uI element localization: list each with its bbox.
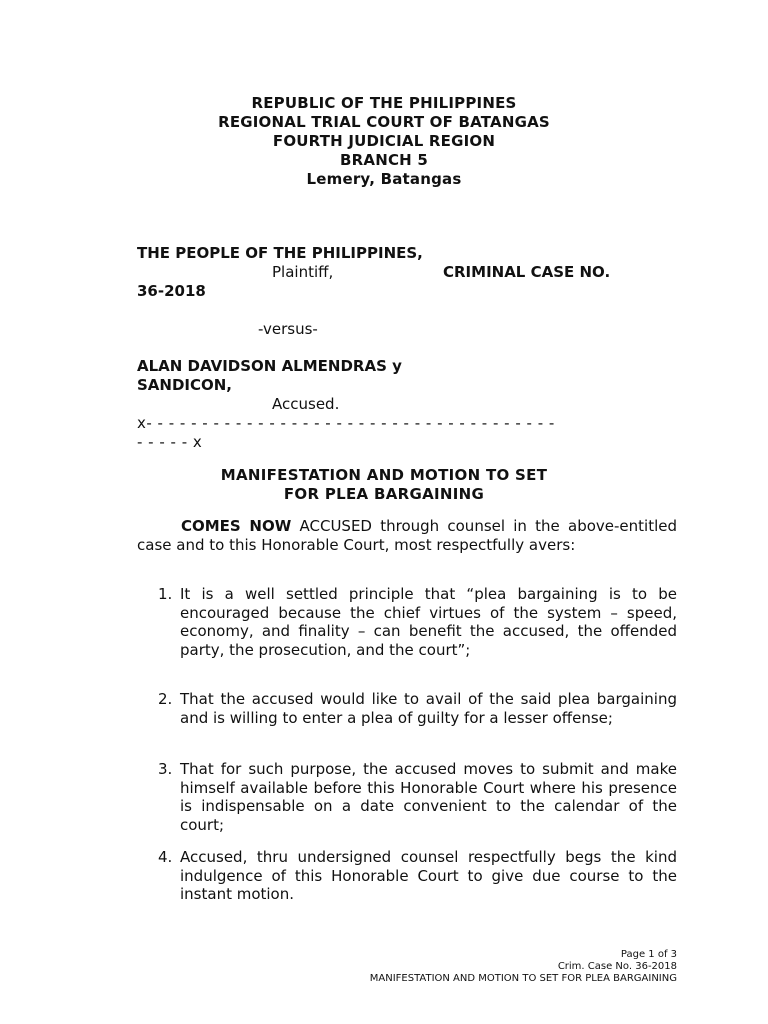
caption-branch: BRANCH 5 — [340, 151, 428, 169]
caption-location: Lemery, Batangas — [306, 170, 462, 188]
list-item-text: That for such purpose, the accused moves to submit and make himself available before this Honorable Court where his presence is indispensable on a date convenient to the calendar of the court; — [180, 760, 677, 834]
intro-paragraph — [137, 517, 677, 554]
list-item-number: 2. — [158, 690, 173, 708]
case-number: 36-2018 — [137, 282, 206, 300]
caption-region: FOURTH JUDICIAL REGION — [272, 132, 496, 150]
intro-text: ACCUSED through counsel in the above-entitled case and to this Honorable Court, most respectfully avers: — [137, 517, 678, 554]
accused-name-line1: ALAN DAVIDSON ALMENDRAS y — [137, 357, 402, 375]
intro-bold-lead: COMES NOW — [181, 517, 292, 535]
caption-court: REGIONAL TRIAL COURT OF BATANGAS — [218, 113, 550, 131]
list-item — [158, 760, 677, 834]
list-item — [158, 690, 677, 727]
title-line2: FOR PLEA BARGAINING — [283, 485, 485, 503]
footer-case-ref: Crim. Case No. 36-2018 — [557, 961, 677, 972]
title-line1: MANIFESTATION AND MOTION TO SET — [220, 466, 548, 484]
list-item-number: 1. — [158, 585, 173, 603]
accused-name-line2: SANDICON, — [137, 376, 233, 394]
footer-page-number: Page 1 of 3 — [620, 949, 677, 960]
plaintiff-role: Plaintiff, — [272, 263, 334, 281]
list-item — [158, 848, 677, 904]
separator-line-1: x- - - - - - - - - - - - - - - - - - - - - - - - - - - - - - - - - - - - - — [137, 414, 555, 432]
versus-label: -versus- — [258, 320, 318, 338]
accused-role: Accused. — [272, 395, 340, 413]
list-item-text: It is a well settled principle that “plea bargaining is to be encouraged because the chief virtues of the system – speed, economy, and finality – can benefit the accused, the offended party, the prosecution, and the court”; — [180, 585, 677, 659]
list-item-text: That the accused would like to avail of the said plea bargaining and is willing to enter a plea of guilty for a lesser offense; — [180, 690, 677, 727]
footer-doc-title: MANIFESTATION AND MOTION TO SET FOR PLEA BARGAINING — [369, 973, 677, 984]
separator-line-2: - - - - - x — [137, 433, 203, 451]
case-number-label: CRIMINAL CASE NO. — [443, 263, 611, 281]
plaintiff-name: THE PEOPLE OF THE PHILIPPINES, — [137, 244, 423, 262]
list-item-number: 3. — [158, 760, 173, 778]
list-item — [158, 585, 677, 659]
list-item-number: 4. — [158, 848, 173, 866]
list-item-text: Accused, thru undersigned counsel respectfully begs the kind indulgence of this Honorable Court to give due course to the instant motion. — [180, 848, 677, 904]
caption-republic: REPUBLIC OF THE PHILIPPINES — [251, 94, 517, 112]
